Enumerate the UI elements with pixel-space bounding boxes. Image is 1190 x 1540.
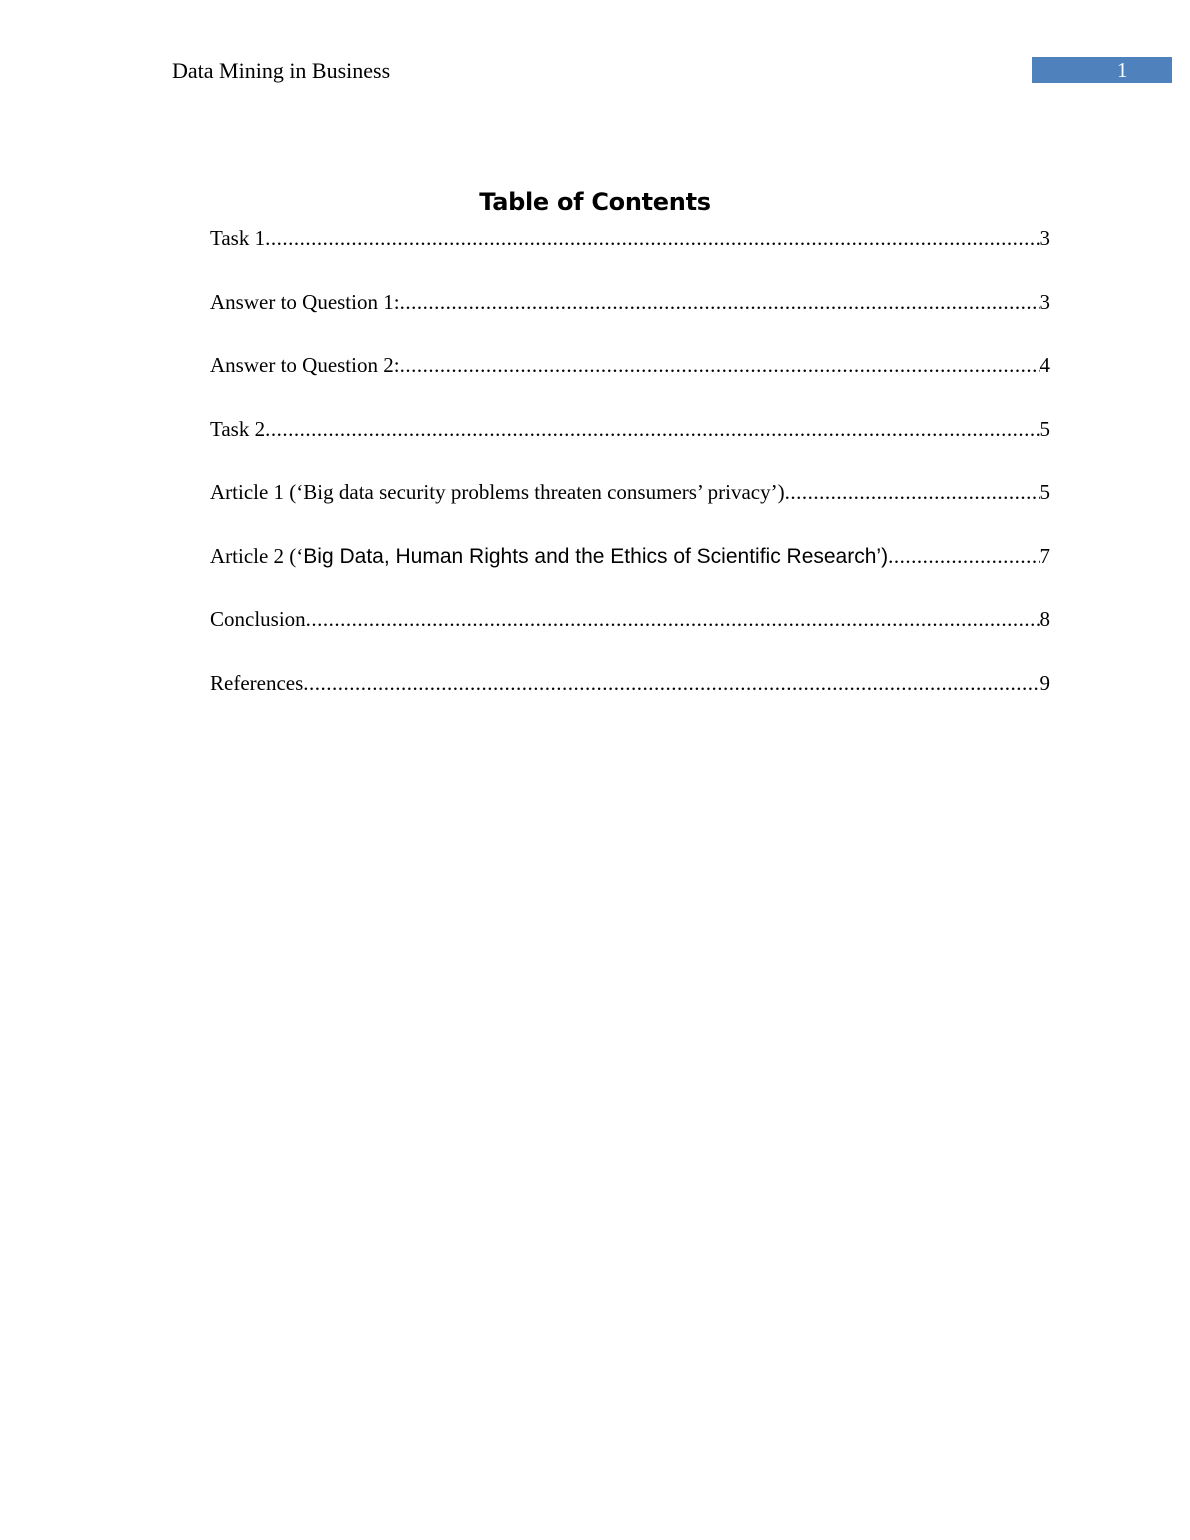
toc-dot-leader: [785, 477, 1040, 507]
toc-entry-conclusion[interactable]: [210, 604, 1050, 668]
toc-entry-page: 4: [1039, 353, 1050, 377]
toc-list: [210, 223, 1050, 731]
toc-entry-page: 9: [1039, 670, 1050, 695]
toc-entry-label: Article 1 (‘Big data security problems threaten consumers’ privacy’): [210, 480, 785, 504]
toc-entry-label: Task 2: [210, 416, 266, 441]
toc-entry-article-2[interactable]: [210, 541, 1050, 605]
toc-entry-answer-question-1[interactable]: [210, 287, 1050, 351]
toc-entry-label: Answer to Question 2:: [210, 353, 400, 377]
toc-entry-label: Task 1: [210, 226, 266, 250]
toc-entry-page: 3: [1039, 226, 1050, 250]
toc-entry-answer-question-2[interactable]: [210, 350, 1050, 414]
toc-entry-task-2[interactable]: [210, 414, 1050, 478]
toc-dot-leader: [265, 414, 1039, 444]
toc-entry-task-1[interactable]: [210, 223, 1050, 287]
toc-entry-label-title: Big Data, Human Rights and the Ethics of Scientific Research’): [303, 544, 889, 568]
toc-dot-leader: [888, 541, 1039, 571]
toc-entry-references[interactable]: [210, 668, 1050, 732]
running-header-title: Data Mining in Business: [172, 58, 391, 83]
toc-entry-label: Conclusion: [210, 607, 306, 631]
toc-entry-label: [210, 541, 888, 572]
toc-dot-leader: [400, 350, 1040, 380]
toc-heading: Table of Contents: [479, 188, 711, 216]
toc-entry-page: 3: [1039, 289, 1050, 314]
toc-entry-label: References: [210, 670, 304, 695]
page-number: 1: [1117, 58, 1128, 82]
toc-dot-leader: [303, 668, 1039, 698]
toc-dot-leader: [400, 287, 1040, 317]
toc-entry-page: 7: [1039, 543, 1050, 568]
toc-entry-article-1[interactable]: [210, 477, 1050, 541]
toc-entry-page: 8: [1039, 607, 1050, 631]
page-number-badge: [1032, 57, 1172, 83]
toc-entry-page: 5: [1039, 416, 1050, 441]
toc-dot-leader: [265, 223, 1039, 253]
toc-entry-page: 5: [1039, 480, 1050, 504]
toc-entry-label: Answer to Question 1:: [210, 289, 400, 314]
toc-dot-leader: [306, 604, 1040, 634]
toc-entry-label-prefix: Article 2 (‘: [210, 543, 304, 568]
